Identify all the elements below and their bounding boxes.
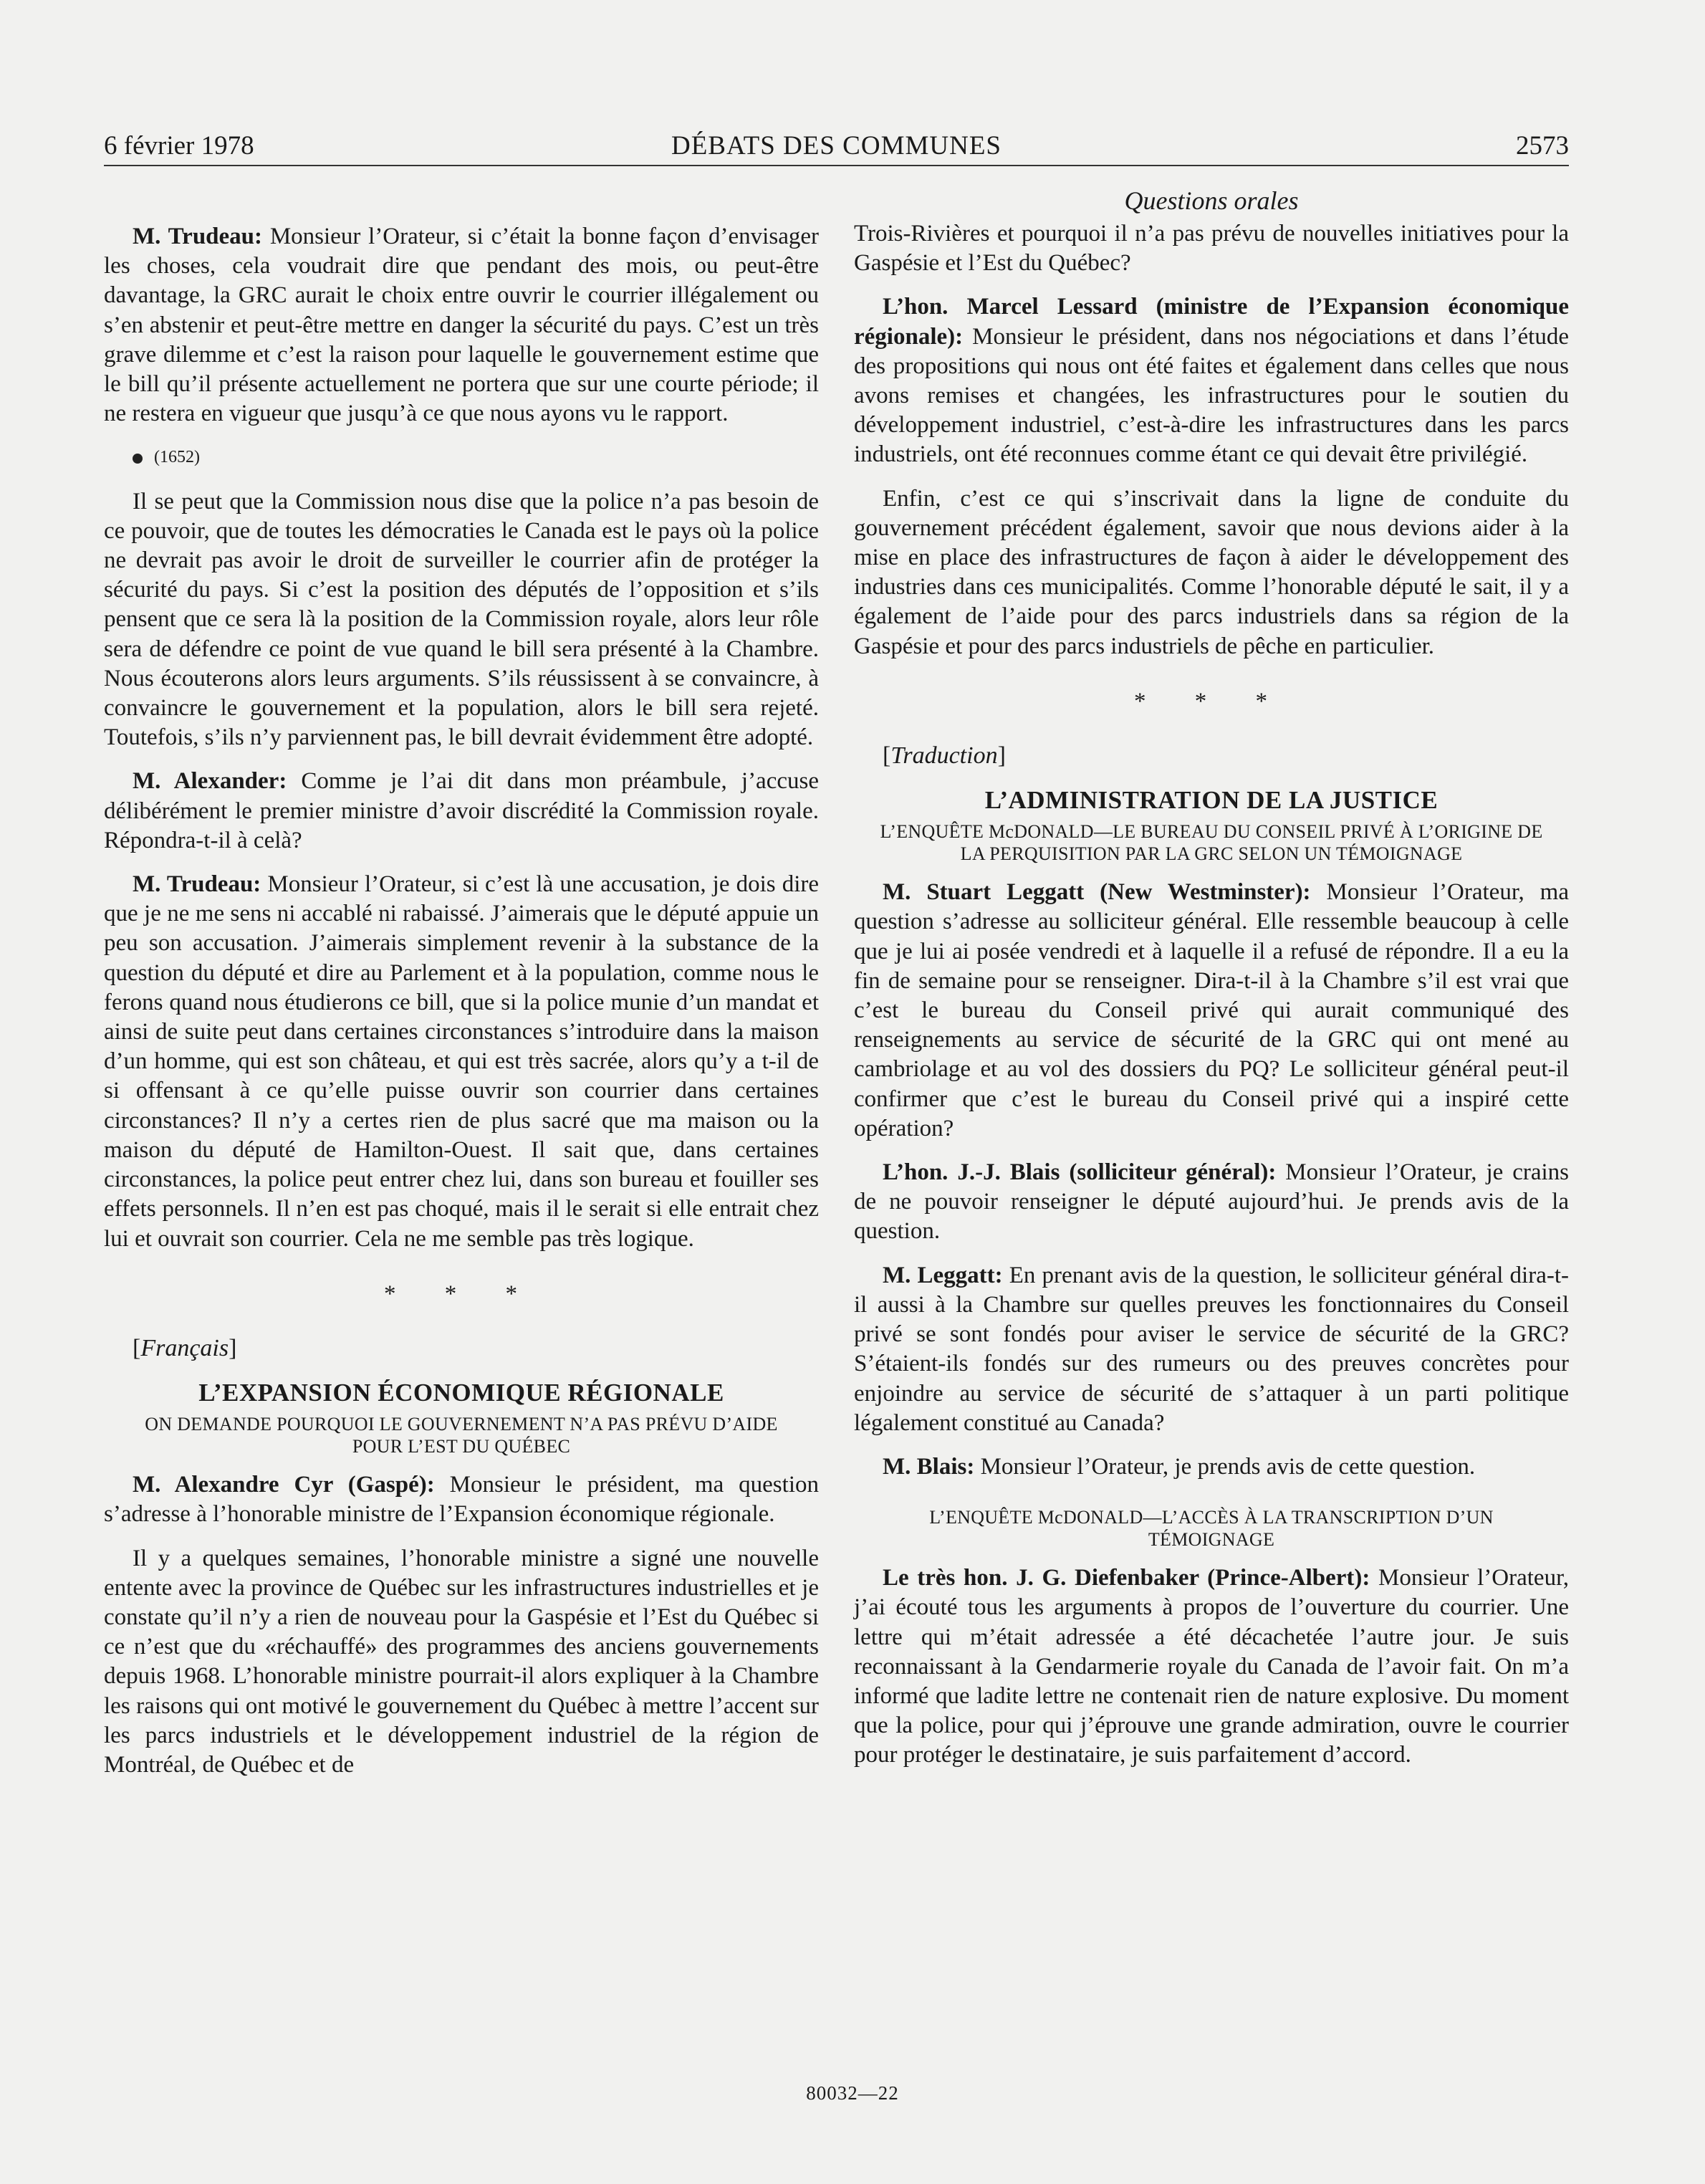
paragraph: [854, 1261, 1569, 1438]
speech-text: En prenant avis de la question, le solliciteur général dira-t-il aussi à la Chambre sur quelles preuves les fonctionnaires du Conseil privé se sont fondés pour aviser le service de sécurité de la GRC? S’étaient-ils fondés sur des rumeurs ou des preuves concrètes pour enjoindre au service de sécurité de s’attaquer à un parti politique légalement constitué au Canada?: [854, 1262, 1570, 1436]
speech-text: Monsieur l’Orateur, si c’était la bonne façon d’envisager les choses, cela voudrait dire que pendant des mois, ou peut-être davantage, la GRC aurait le choix entre ouvrir le courrier illégalement ou s’en abstenir et peut-être mettre en danger la sécurité du pays. C’est un très grave dilemme et c’est la raison pour laquelle le gouvernement estime que le bill qu’il présente actuellement ne portera que sur une courte période; il ne restera en vigueur que jusqu’à ce que nous ayons vu le rapport.: [104, 224, 819, 427]
sub-title: L’ENQUÊTE McDONALD—LE BUREAU DU CONSEIL PRIVÉ À L’ORIGINE DE LA PERQUISITION PAR LA GRC SELON UN TÉMOIGNAGE: [880, 821, 1543, 865]
paragraph: Trois-Rivières et pourquoi il n’a pas prévu de nouvelles initiatives pour la Gaspésie et l’Est du Québec?: [854, 221, 1569, 277]
header-date: 6 février 1978: [104, 131, 254, 161]
language-tag: [Traduction]: [883, 742, 1006, 770]
section-title: L’EXPANSION ÉCONOMIQUE RÉGIONALE: [198, 1379, 724, 1407]
speech-text: Monsieur l’Orateur, je crains de ne pouvoir renseigner le député aujourd’hui. Je prends avis de la question.: [854, 1159, 1569, 1245]
publication-title: DÉBATS DES COMMUNES: [671, 131, 1002, 161]
speaker-name: M. Stuart Leggatt (New Westminster):: [883, 879, 1311, 906]
speaker-name: M. Alexander:: [133, 768, 287, 795]
speaker-name: M. Alexandre Cyr (Gaspé):: [133, 1472, 435, 1498]
paragraph: [854, 1563, 1569, 1770]
speaker-name: L’hon. Marcel Lessard (ministre de l’Expansion économique régionale):: [854, 294, 1569, 350]
speaker-name: M. Trudeau:: [133, 224, 263, 249]
speaker-name: M. Leggatt:: [883, 1262, 1003, 1288]
section-separator: * * *: [1134, 688, 1289, 714]
speech-text: Monsieur l’Orateur, ma question s’adresse au solliciteur général. Elle ressemble beaucoup à celle que je lui ai posée vendredi et à laquelle il a refusé de répondre. Il a eu la fin de semaine pour se renseigner. Dira-t-il à la Chambre s’il est vrai que c’est le bureau du Conseil privé qui aurait communiqué des renseignements au service de sécurité de la GRC qui ont mené au cambriolage et au vol des dossiers du PQ? Le solliciteur général peut-il confirmer que c’est le bureau du Conseil privé qui a inspiré cette opération?: [854, 879, 1569, 1141]
speech-text: Comme je l’ai dit dans mon préambule, j’accuse délibérément le premier ministre d’avoir discrédité la Commission royale. Répondra-t-il à celà?: [104, 768, 819, 853]
paragraph: [104, 870, 819, 1254]
paragraph: [854, 1158, 1569, 1247]
language-tag-text: Traduction: [890, 742, 998, 770]
speech-text: Monsieur l’Orateur, si c’est là une accusation, je dois dire que je ne me sens ni accablé ni rabaissé. J’aimerais que le député appuie un peu son accusation. J’aimerais simplement revenir à la substance de la question du député et dire au Parlement et à la population, comme nous le ferons quand nous étudierons ce bill, que si la police munie d’un mandat et ainsi de suite peut dans certaines circonstances s’introduire dans la maison d’un homme, qui est son château, et qui est très sacrée, alors qu’y a t-il de si offensant à ce qu’elle puisse ouvrir son courrier dans certaines circonstances? Il n’y a certes rien de plus sacré que ma maison ou la maison du député de Hamilton-Ouest. Il sait que, dans certaines circonstances, la police peut entrer chez lui, dans son bureau et fouiller ses effets personnels. Il n’en est pas choqué, mais il le serait si elle entrait chez lui et ouvrait son courrier. Cela ne me semble pas très logique.: [104, 871, 819, 1252]
speaker-name: M. Trudeau:: [133, 871, 261, 898]
speaker-name: M. Blais:: [883, 1453, 975, 1480]
running-head: Questions orales: [1124, 186, 1299, 215]
language-tag-text: Français: [140, 1334, 229, 1361]
right-column: [854, 185, 1569, 1785]
speech-text: Monsieur le président, dans nos négociations et dans l’étude des propositions qui nous ont été faites et également dans celles que nous avons remises et changées, les infrastructures pour le soutien du développement industriel, c’est-à-dire les infrastructures dans les parcs industriels, ont été reconnues comme étant ce qui devait être privilégié.: [854, 323, 1569, 468]
paragraph: Enfin, c’est ce qui s’inscrivait dans la ligne de conduite du gouvernement précédent également, savoir que nous devions aider à la mise en place des infrastructures de façon à aider le développement des industries dans ces municipalités. Comme l’honorable député le sait, il y a également de l’aide pour des parcs industriels dans sa région de la Gaspésie et pour des parcs industriels de pêche en particulier.: [854, 485, 1569, 659]
section-title: L’ADMINISTRATION DE LA JUSTICE: [984, 786, 1439, 815]
page-footer-code: 80032—22: [806, 2082, 899, 2104]
paragraph: [854, 878, 1569, 1144]
paragraph: [104, 222, 819, 428]
paragraph: [854, 292, 1569, 469]
speech-text: Monsieur le président, ma question s’adresse à l’honorable ministre de l’Expansion économique régionale.: [104, 1472, 819, 1528]
paragraph: [104, 767, 819, 856]
speaker-name: Le très hon. J. G. Diefenbaker (Prince-Albert):: [883, 1565, 1370, 1591]
language-tag: [Français]: [133, 1334, 237, 1361]
page-header: [104, 128, 1569, 166]
speech-text: Monsieur l’Orateur, j’ai écouté tous les arguments à propos de l’ouverture du courrier. Une lettre qui m’était adressée a été décachetée l’autre jour. Je suis reconnaissant à la Gendarmerie royale du Canada de l’avoir fait. On m’a informé que ladite lettre ne contenait rien de nature explosive. Du moment que la police, pour qui j’éprouve une grande admiration, ouvre le courrier pour protéger le destinataire, je suis parfaitement d’accord.: [854, 1565, 1569, 1768]
bullet-icon: [133, 454, 143, 464]
section-separator: * * *: [384, 1280, 539, 1307]
page-number: 2573: [1516, 131, 1569, 161]
sub-title: L’ENQUÊTE McDONALD—L’ACCÈS À LA TRANSCRIPTION D’UN TÉMOIGNAGE: [929, 1507, 1494, 1551]
speech-text: Monsieur l’Orateur, je prends avis de cette question.: [974, 1453, 1476, 1480]
sub-title: ON DEMANDE POURQUOI LE GOUVERNEMENT N’A PAS PRÉVU D’AIDE POUR L’EST DU QUÉBEC: [145, 1414, 778, 1457]
paragraph: [104, 1470, 819, 1529]
left-column: [104, 222, 819, 1794]
speaker-name: L’hon. J.-J. Blais (solliciteur général):: [883, 1159, 1277, 1186]
time-marker: [104, 443, 819, 472]
paragraph: Il se peut que la Commission nous dise que la police n’a pas besoin de ce pouvoir, que de toutes les démocraties le Canada est le pays où la police ne devrait pas avoir le droit de surveiller le courrier afin de protéger la sécurité du pays. Si c’est la position des députés de l’opposition et s’ils pensent que ce sera là la position de la Commission royale, alors leur rôle sera de défendre ce point de vue quand le bill sera présenté à la Chambre. Nous écouterons alors leurs arguments. S’ils réussissent à se convaincre, à convaincre le gouvernement et la population, alors le bill sera rejeté. Toutefois, s’ils n’y parviennent pas, le bill devrait évidemment être adopté.: [104, 488, 819, 751]
paragraph: [854, 1452, 1569, 1482]
paragraph: Il y a quelques semaines, l’honorable ministre a signé une nouvelle entente avec la province de Québec sur les infrastructures industrielles et je constate qu’il n’y a rien de nouveau pour la Gaspésie et l’Est du Québec si ce n’est que du «réchauffé» des programmes des anciens gouvernements depuis 1968. L’honorable ministre pourrait-il alors expliquer à la Chambre les raisons qui ont motivé le gouvernement du Québec à mettre l’accent sur les parcs industriels et le développement industriel de la région de Montréal, de Québec et de: [104, 1545, 819, 1778]
time-marker-text: (1652): [154, 448, 200, 467]
